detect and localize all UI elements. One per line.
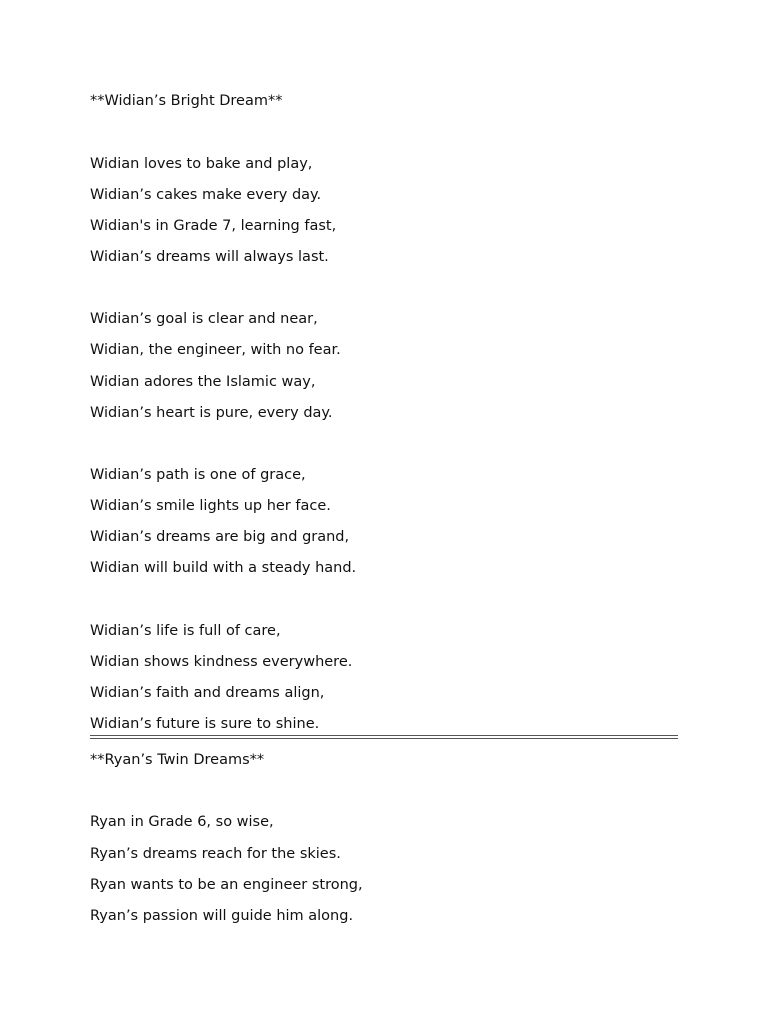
section-divider (90, 735, 678, 739)
poem-line: Widian’s life is full of care, (90, 623, 281, 639)
poem-line: Widian’s smile lights up her face. (90, 498, 331, 514)
poem-line: Ryan wants to be an engineer strong, (90, 877, 363, 893)
poem-line: Widian will build with a steady hand. (90, 560, 357, 576)
poem-line: Widian’s future is sure to shine. (90, 716, 320, 732)
poem-title: **Widian’s Bright Dream** (90, 93, 283, 109)
poem-line: Widian loves to bake and play, (90, 156, 313, 172)
poem-line: Widian’s heart is pure, every day. (90, 405, 333, 421)
poem-line: Ryan’s passion will guide him along. (90, 908, 354, 924)
poem-line: Ryan’s dreams reach for the skies. (90, 846, 341, 862)
poem-line: Widian’s dreams are big and grand, (90, 529, 350, 545)
poem-line: Widian’s dreams will always last. (90, 249, 329, 265)
poem-line: Widian adores the Islamic way, (90, 374, 316, 390)
poem-title: **Ryan’s Twin Dreams** (90, 752, 265, 768)
poem-line: Widian, the engineer, with no fear. (90, 342, 341, 358)
poem-line: Widian’s path is one of grace, (90, 467, 306, 483)
poem-line: Widian’s goal is clear and near, (90, 311, 318, 327)
poem-line: Ryan in Grade 6, so wise, (90, 814, 274, 830)
poem-line: Widian shows kindness everywhere. (90, 654, 353, 670)
poem-line: Widian's in Grade 7, learning fast, (90, 218, 337, 234)
poem-line: Widian’s cakes make every day. (90, 187, 322, 203)
poem-line: Widian’s faith and dreams align, (90, 685, 325, 701)
